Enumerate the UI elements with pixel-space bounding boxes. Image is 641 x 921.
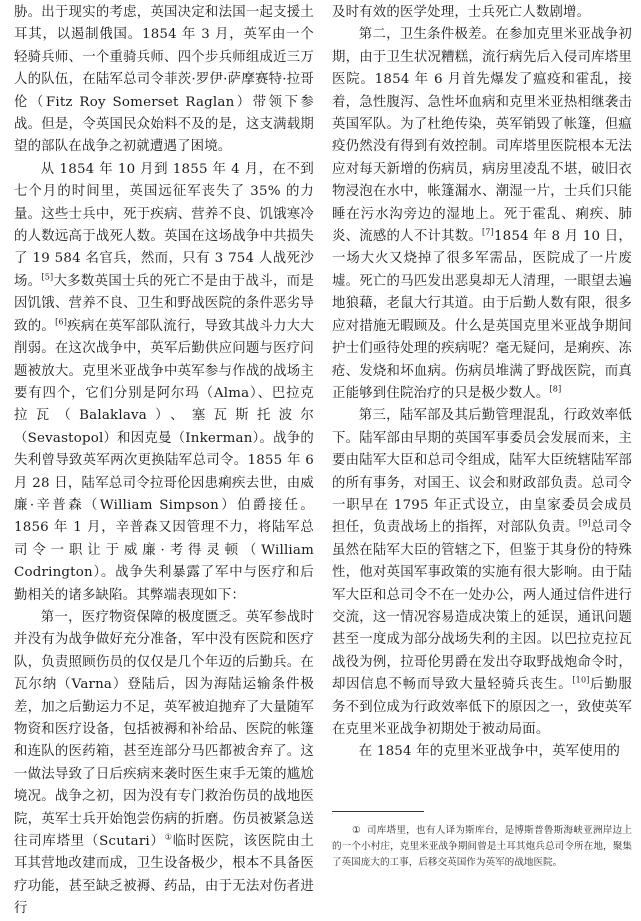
left-column	[14, 2, 314, 921]
paragraph-text: 及时有效的医学处理，士兵死亡人数剧增。	[332, 5, 591, 20]
footnote-text: 司库塔里，也有人译为斯库台，是博斯普鲁斯海峡亚洲岸边上的一个小村庄，克里米亚战争期间曾是土耳其炮兵总司令所在地，聚集了英国庞大的工事，后移交英国作为英军的战地医院。	[332, 825, 632, 868]
paragraph-text: 第一，医疗物资保障的极度匮乏。英军参战时并没有为战争做好充分准备，军中没有医院和医疗队，负责照顾伤员的仅仅是几个年迈的后勤兵。在瓦尔纳（Varna）登陆后，因为海陆运输条件极差，加之后勤运力不足，英军被迫抛弃了大量随军物资和医疗设备，包括被褥和补给品、医院的帐篷和连队的医药箱，甚至连部分马匹都被舍弃了。这一做法导致了日后疾病来袭时医生束手无策的尴尬境况。战争之初，因为没有专门救治伤员的战地医院，英军士兵开始饱尝伤病的折磨。伤员被紧急送往司库塔里（Scutari）	[14, 609, 314, 850]
paragraph-text: 从 1854 年 10 月到 1855 年 4 月，在不到七个月的时间里，英国远征军丧失了 35% 的力量。这些士兵中，死于疾病、营养不良、饥饿寒冷的人数远高于战死人数。英国在这场战争中共损失了 19 584 名官兵，然而，只有 3 754 人战死沙场。	[14, 161, 314, 289]
paragraph	[332, 741, 632, 763]
paragraph	[332, 2, 632, 24]
paragraph-text: 第三，陆军部及其后勤管理混乱，行政效率低下。陆军部由早期的英国军事委员会发展而来，主要由陆军大臣和总司令组成，陆军大臣统辖陆军部的所有事务，对国王、议会和财政部负责。总司令一职早在 1795 年正式设立，由皇家委员会成员担任，负责战场上的指挥，对部队负责。	[332, 408, 632, 536]
paragraph-text: 总司令虽然在陆军大臣的管辖之下，但鉴于其身份的特殊性，他对英国军事政策的实施有很大影响。由于陆军大臣和总司令不在一处办公，两人通过信件进行交流，这一情况容易造成决策上的延误，通讯问题甚至一度成为部分战场失利的主因。以巴拉克拉瓦战役为例，拉哥伦男爵在发出夺取野战炮命令时，却因信息不畅而导致大量轻骑兵丧生。	[332, 520, 632, 693]
citation-marker: [10]	[572, 675, 590, 685]
footnote-divider	[332, 811, 424, 812]
paragraph-text: 在 1854 年的克里米亚战争中，英军使用的	[358, 744, 621, 760]
paragraph-text: 疾病在英军部队流行，导致其战斗力大大削弱。在这次战争中，英军后勤供应问题与医疗问题被放大。克里米亚战争中英军参与作战的战场主要有四个，它们分别是阿尔玛（Alma）、巴拉克拉瓦（Balaklava）、塞瓦斯托波尔（Sevastopol）和因克曼（Inkerman）。战争的失利曾导致英军两次更换陆军总司令。1855 年 6 月 28 日，陆军总司令拉哥伦因患痢疾去世，由威廉·辛普森（William Simpson）伯爵接任。1856 年 1 月，辛普森又因管理不力，将陆军总司令一职让于威廉·考得灵顿（William Codrington）。战争失利暴露了军中与医疗和后勤相关的诸多缺陷。其弊端表现如下：	[14, 318, 314, 603]
paragraph	[332, 24, 632, 405]
citation-marker: [7]	[482, 227, 494, 237]
paragraph-text: 1854 年 8 月 10 日，一场大火又烧掉了很多军需品，医院成了一片废墟。死亡的马匹发出恶臭却无人清理，一眼望去遍地狼藉，老鼠大行其道。由于后勤人数有限，很多应对措施无暇顾及。什么是英国克里米亚战争期间护士们亟待处理的疾病呢？毫无疑问，是痢疾、冻疮、发烧和坏血病。伤病员堆满了野战医院，而真正能够到住院治疗的只是极少数人。	[332, 229, 633, 401]
paragraph	[14, 159, 314, 607]
paragraph	[332, 405, 632, 741]
citation-marker: [8]	[549, 384, 562, 394]
paragraph-text: 临时医院，该医院由土耳其营地改建而成，卫生设备极少，根本不具备医疗功能，甚至缺乏被褥、药品，由于无法对伤者进行	[14, 834, 315, 917]
paragraph	[14, 607, 314, 921]
citation-marker: [6]	[55, 317, 68, 327]
citation-marker: [9]	[578, 518, 591, 528]
paragraph-text: 后勤服务不到位成为行政效率低下的原因之一，致使英军在克里米亚战争初期处于被动局面。	[332, 677, 632, 737]
footnote	[332, 823, 632, 871]
footnote-mark: ①	[352, 825, 361, 836]
paragraph-text: 第二，卫生条件极差。在参加克里米亚战争初期，由于卫生状况糟糕，流行病先后入侵司库塔里医院。1854 年 6 月首先爆发了瘟疫和霍乱，接着，急性腹泻、急性坏血病和克里米亚热相继袭击英国军队。为了杜绝传染，英军销毁了帐篷，但瘟疫仍然没有得到有效控制。司库塔里医院根本无法应对每天新增的伤病员，病房里凌乱不堪，破旧衣物浸泡在水中，帐篷漏水、潮湿一片，士兵们只能睡在污水沟旁边的湿地上。死于霍乱、痢疾、肺炎、流感的人不计其数。	[332, 27, 632, 245]
right-column	[332, 2, 632, 764]
paragraph	[14, 2, 314, 159]
citation-marker: ①	[164, 832, 173, 842]
citation-marker: [5]	[41, 272, 54, 282]
paragraph-text: 胁。出于现实的考虑，英国决定和法国一起支援土耳其，以遏制俄国。1854 年 3 月，英军由一个轻骑兵师、一个重骑兵师、四个步兵师组成近三万人的队伍，在陆军总司令菲茨·罗伊·萨摩赛特·拉哥伦（Fitz Roy Somerset Raglan）带领下参战。但是，令英国民众始料不及的是，这支满载期望的部队在战争之初就遭遇了困境。	[14, 5, 314, 155]
paragraph-text: 大多数英国士兵的死亡不是由于战斗，而是因饥饿、营养不良、卫生和野战医院的条件恶劣导致的。	[14, 273, 314, 334]
